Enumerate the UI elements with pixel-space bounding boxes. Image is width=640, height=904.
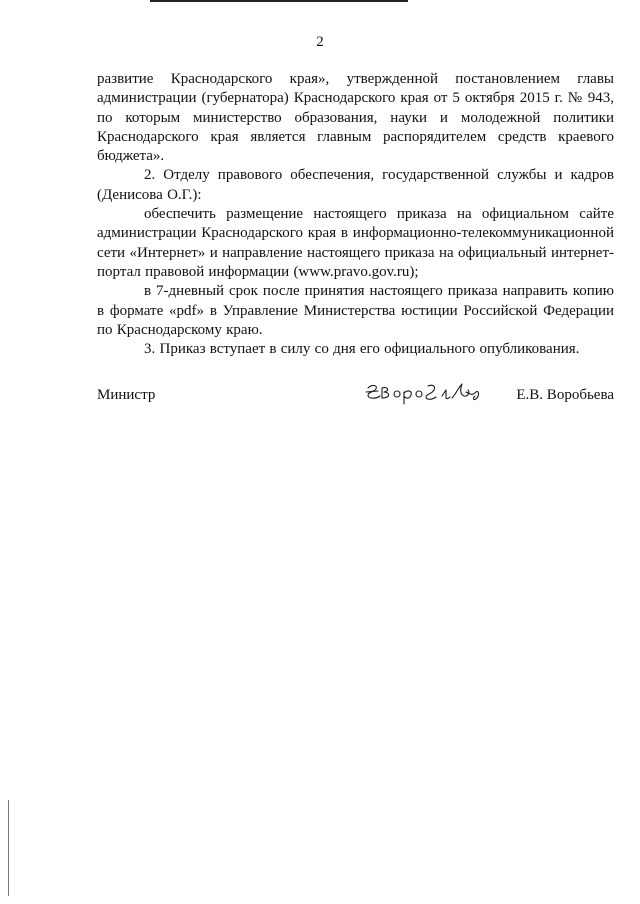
top-edge-rule: [150, 0, 408, 2]
paragraph-justice-copy: в 7-дневный срок после принятия настоящего приказа направить копию в формате «pdf» в Управление Министерства юстиции Российской Федерации по Краснодарскому краю.: [97, 283, 614, 338]
paragraph-continuation: развитие Краснодарского края», утвержденной постановлением главы администрации (губернатора) Краснодарского края от 5 октября 2015 г. № 943, по которым министерство образования, науки и молодежной политики Краснодарского края является главным распорядителем средств краевого бюджета».: [97, 71, 614, 165]
paragraph-item-2: 2. Отделу правового обеспечения, государственной службы и кадров (Денисова О.Г.):: [97, 167, 614, 203]
scan-edge-mark: [8, 800, 9, 896]
page-number: 2: [316, 34, 324, 50]
handwritten-signature: [362, 378, 497, 410]
document-body: [97, 70, 614, 359]
paragraph-item-3: 3. Приказ вступает в силу со дня его официального опубликования.: [144, 341, 580, 358]
signature-block: [97, 382, 614, 412]
signatory-name: Е.В. Воробьева: [516, 387, 614, 403]
signatory-title: Министр: [97, 387, 156, 403]
paragraph-publication-site: обеспечить размещение настоящего приказа на официальном сайте администрации Краснодарского края в информационно-телекоммуникационной сети «Интернет» и направление настоящего приказа на официальный интернет-портал правовой информации (www.pravo.gov.ru);: [97, 206, 614, 280]
